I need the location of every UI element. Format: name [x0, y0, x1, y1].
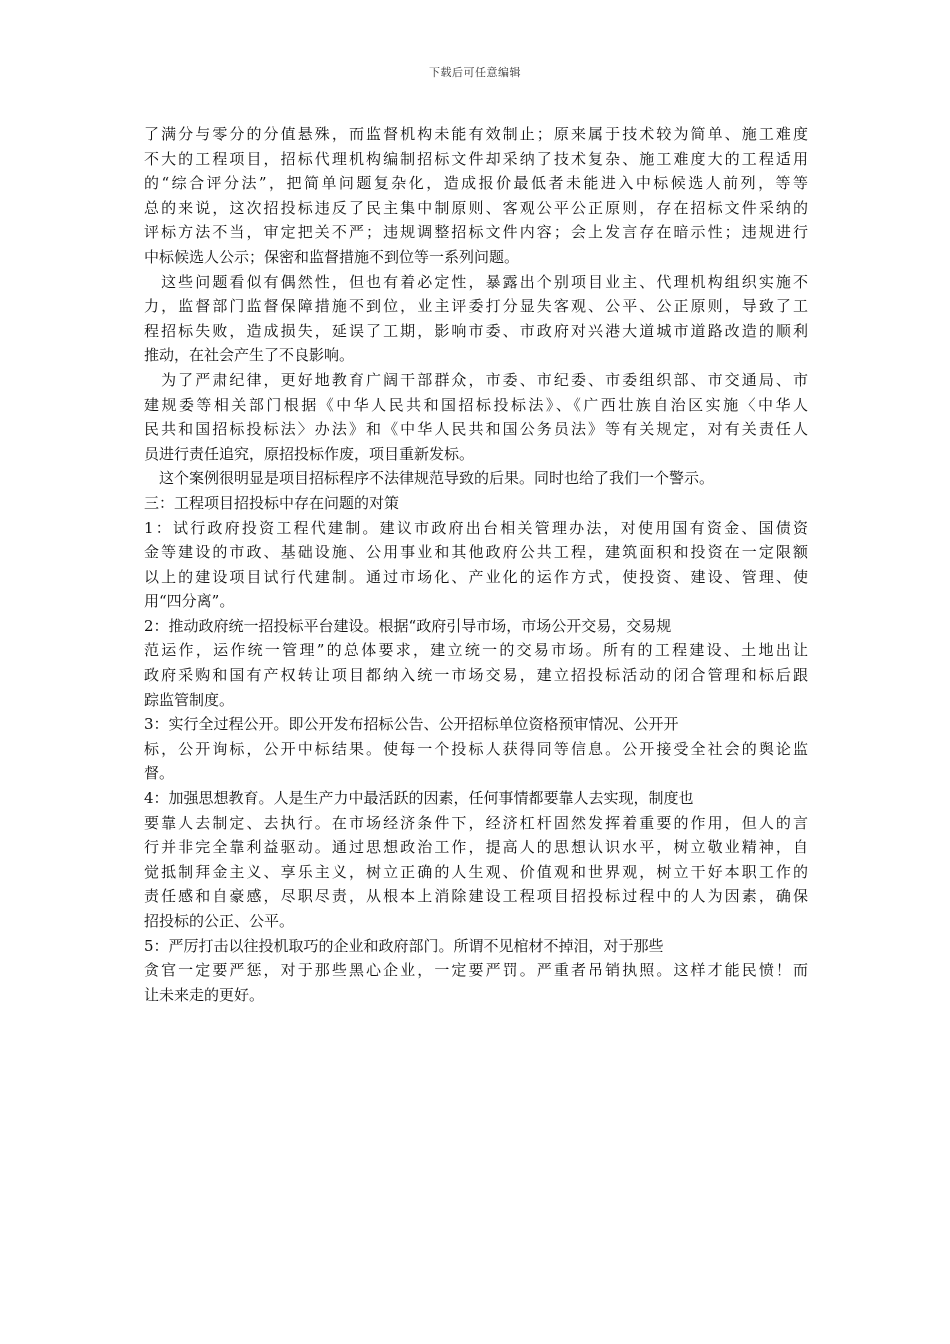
text-line: 了满分与零分的分值悬殊，而监督机构未能有效制止；原来属于技术较为简单、施工难度	[144, 125, 808, 143]
text-line: 要靠人去制定、去执行。在市场经济条件下，经济杠杆固然发挥着重要的作用，但人的言	[144, 813, 808, 832]
text-line: 这些问题看似有偶然性，但也有着必定性，暴露出个别项目业主、代理机构组织实施不	[144, 272, 808, 291]
text-line: 督。	[144, 764, 175, 783]
text-line: 政府采购和国有产权转让项目都纳入统一市场交易，建立招投标活动的闭合管理和标后跟	[144, 666, 808, 685]
page-header-note: 下载后可任意编辑	[429, 66, 521, 79]
text-line: 程招标失败，造成损失，延误了工期，影响市委、市政府对兴港大道城市道路改造的顺利	[144, 321, 808, 340]
text-line: 踪监管制度。	[144, 690, 235, 709]
text-line: 用“四分离”。	[144, 592, 235, 611]
text-line: 范运作，运作统一管理”的总体要求，建立统一的交易市场。所有的工程建设、土地出让	[144, 641, 808, 660]
text-line: 总的来说，这次招投标违反了民主集中制原则、客观公平公正原则，存在招标文件采纳的	[144, 198, 808, 217]
text-line: 2：推动政府统一招投标平台建设。根据“政府引导市场，市场公开交易，交易规	[144, 616, 672, 635]
text-line: 1：试行政府投资工程代建制。建议市政府出台相关管理办法，对使用国有资金、国债资	[144, 518, 808, 537]
text-line: 4：加强思想教育。人是生产力中最活跃的因素，任何事情都要靠人去实现，制度也	[144, 789, 694, 808]
text-line: 建规委等相关部门根据《中华人民共和国招标投标法》、《广西壮族自治区实施〈中华人	[144, 395, 808, 414]
text-line: 5：严厉打击以往投机取巧的企业和政府部门。所谓不见棺材不掉泪，对于那些	[144, 936, 664, 955]
text-line: 为了严肃纪律，更好地教育广阔干部群众，市委、市纪委、市委组织部、市交通局、市	[144, 370, 808, 389]
text-line: 力，监督部门监督保障措施不到位，业主评委打分显失客观、公平、公正原则，导致了工	[144, 297, 808, 316]
text-line: 金等建设的市政、基础设施、公用事业和其他政府公共工程，建筑面积和投资在一定限额	[144, 543, 808, 562]
text-line: 民共和国招标投标法〉办法》和《中华人民共和国公务员法》等有关规定，对有关责任人	[144, 420, 808, 439]
text-line: 的“综合评分法”，把简单问题复杂化，造成报价最低者未能进入中标候选人前列，等等	[144, 174, 808, 193]
text-line: 推动，在社会产生了不良影响。	[144, 346, 355, 365]
text-line: 觉抵制拜金主义、享乐主义，树立正确的人生观、价值观和世界观，树立干好本职工作的	[144, 862, 808, 881]
text-line: 中标候选人公示；保密和监督措施不到位等一系列问题。	[144, 247, 520, 266]
text-line: 行并非完全靠利益驱动。通过思想政治工作，提高人的思想认识水平，树立敬业精神，自	[144, 838, 808, 857]
text-line: 不大的工程项目，招标代理机构编制招标文件却采纳了技术复杂、施工难度大的工程适用	[144, 149, 808, 168]
text-line: 招投标的公正、公平。	[144, 912, 295, 930]
text-line: 让未来走的更好。	[144, 985, 265, 1004]
text-line: 员进行责任追究，原招投标作废，项目重新发标。	[144, 444, 475, 463]
text-line: 这个案例很明显是项目招标程序不法律规范导致的后果。同时也给了我们一个警示。	[144, 469, 715, 488]
text-line: 责任感和自豪感，尽职尽责，从根本上消除建设工程项目招投标过程中的人为因素，确保	[144, 887, 808, 906]
text-line: 三：工程项目招投标中存在问题的对策	[144, 493, 400, 512]
text-line: 以上的建设项目试行代建制。通过市场化、产业化的运作方式，使投资、建设、管理、使	[144, 567, 808, 586]
text-line: 贪官一定要严惩，对于那些黑心企业，一定要严罚。严重者吊销执照。这样才能民愤！而	[144, 961, 808, 980]
text-line: 评标方法不当，审定把关不严；违规调整招标文件内容；会上发言存在暗示性；违规进行	[144, 223, 808, 242]
text-line: 3：实行全过程公开。即公开发布招标公告、公开招标单位资格预审情况、公开开	[144, 715, 679, 734]
text-line: 标，公开询标，公开中标结果。使每一个投标人获得同等信息。公开接受全社会的舆论监	[144, 739, 808, 758]
document-body	[144, 122, 808, 1007]
